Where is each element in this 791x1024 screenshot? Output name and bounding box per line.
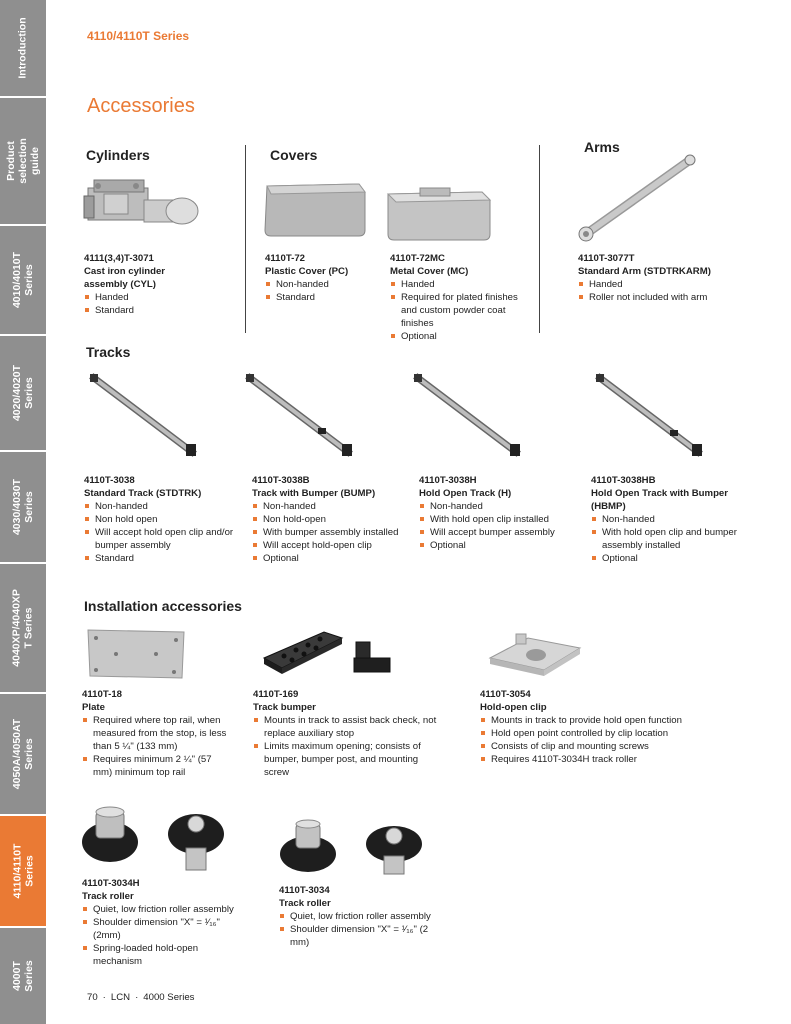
part-number: 4110T-3038H <box>419 475 477 486</box>
section-title-arms: Arms <box>584 139 620 155</box>
part-name: Track with Bumper (BUMP) <box>252 488 376 499</box>
bullet: Non-handed <box>252 500 412 513</box>
bullet: Handed <box>390 278 530 291</box>
part-name: Metal Cover (MC) <box>390 266 469 277</box>
part-number: 4110T-18 <box>82 689 123 700</box>
bullet: Shoulder dimension "X" = ¹⁄₁₆" (2 mm) <box>279 923 449 949</box>
bullet: Will accept hold-open clip <box>252 539 412 552</box>
item-track-hold-open-bumper <box>591 474 741 565</box>
bullet: With hold open clip and bumper assembly installed <box>591 526 741 552</box>
tab-label: Product selection guide <box>5 138 41 184</box>
bullet: Shoulder dimension "X" = ¹⁄₁₆" (2mm) <box>82 916 242 942</box>
bullet: Roller not included with arm <box>578 291 758 304</box>
bullet: Standard <box>265 291 385 304</box>
track-bumper-image <box>260 628 410 680</box>
item-arm <box>578 252 758 304</box>
column-divider <box>539 145 540 333</box>
cylinder-image <box>84 178 200 234</box>
tab-label: 4050A/4050AT Series <box>11 718 35 790</box>
part-name: Plastic Cover (PC) <box>265 266 349 277</box>
tab-4000t[interactable] <box>0 928 46 1024</box>
part-number: 4110T-3038HB <box>591 475 656 486</box>
tab-label: 4030/4030T Series <box>11 478 35 536</box>
bullet: Optional <box>419 539 584 552</box>
part-number: 4110T-3034 <box>279 885 330 896</box>
part-number: 4110T-3034H <box>82 878 140 889</box>
section-title-installation: Installation accessories <box>84 598 242 614</box>
bullet: Limits maximum opening; consists of bumper, bumper post, and mounting screw <box>253 740 443 779</box>
tab-label: 4020/4020T Series <box>11 364 35 422</box>
item-track-hold-open <box>419 474 584 552</box>
bullet: Required where top rail, when measured from the stop, is less than 5 ¼" (133 mm) <box>82 714 232 753</box>
tab-4020[interactable] <box>0 336 46 452</box>
part-name: Hold Open Track with Bumper <box>591 488 728 499</box>
bullet: Required for plated finishes and custom powder coat finishes <box>390 291 530 330</box>
tab-4050a[interactable] <box>0 694 46 816</box>
part-name: Standard Arm (STDTRKARM) <box>578 266 711 277</box>
part-number: 4111(3,4)T-3071 <box>84 253 154 264</box>
part-name: Track roller <box>82 891 134 902</box>
bullet: Will accept bumper assembly <box>419 526 584 539</box>
part-name: Plate <box>82 702 105 713</box>
tab-4110[interactable] <box>0 816 46 928</box>
bullet: Mounts in track to assist back check, not replace auxiliary stop <box>253 714 443 740</box>
bullet: Non hold-open <box>252 513 412 526</box>
bullet: Handed <box>84 291 234 304</box>
metal-cover-image <box>386 186 492 242</box>
section-title-tracks: Tracks <box>86 344 131 360</box>
item-track-standard <box>84 474 244 565</box>
bullet: Spring-loaded hold-open mechanism <box>82 942 242 968</box>
part-name: Hold-open clip <box>480 702 547 713</box>
bullet: Quiet, low friction roller assembly <box>279 910 449 923</box>
bullet: Consists of clip and mounting screws <box>480 740 730 753</box>
item-track-bumper <box>253 688 443 779</box>
tab-label: 4000T Series <box>11 960 35 992</box>
sidebar-nav <box>0 0 46 1024</box>
column-divider <box>245 145 246 333</box>
tab-product-selection-guide[interactable] <box>0 98 46 226</box>
bullet: With hold open clip installed <box>419 513 584 526</box>
tab-4010[interactable] <box>0 226 46 336</box>
track-hold-open-image <box>412 372 524 460</box>
item-cylinder <box>84 252 234 317</box>
section-title-cylinders: Cylinders <box>86 147 150 163</box>
plastic-cover-image <box>263 180 367 238</box>
track-roller-h-image <box>82 804 232 874</box>
bullet: Non-handed <box>419 500 584 513</box>
tab-4030[interactable] <box>0 452 46 564</box>
bullet: Optional <box>591 552 741 565</box>
bullet: With bumper assembly installed <box>252 526 412 539</box>
part-number: 4110T-3077T <box>578 253 635 264</box>
bullet: Optional <box>252 552 412 565</box>
page-number: 70 <box>87 992 98 1003</box>
bullet: Requires 4110T-3034H track roller <box>480 753 730 766</box>
item-track-roller-h <box>82 877 242 968</box>
tab-label: 4110/4110T Series <box>11 843 36 899</box>
part-number: 4110T-169 <box>253 689 299 700</box>
part-name: Cast iron cylinder <box>84 266 166 277</box>
arm-image <box>578 152 700 244</box>
section-title-covers: Covers <box>270 147 318 163</box>
bullet: Handed <box>578 278 758 291</box>
bullet: Mounts in track to provide hold open function <box>480 714 730 727</box>
bullet: Non-handed <box>84 500 244 513</box>
track-roller-image <box>280 818 430 878</box>
item-hold-open-clip <box>480 688 730 766</box>
part-name: assembly (CYL) <box>84 279 156 290</box>
tab-label: 4040XP/4040XP T Series <box>11 589 35 667</box>
part-number: 4110T-72 <box>265 253 306 264</box>
footer-series: 4000 Series <box>143 992 195 1003</box>
tab-introduction[interactable] <box>0 0 46 98</box>
track-bumper-image <box>244 372 356 460</box>
part-name: Hold Open Track (H) <box>419 488 512 499</box>
part-name: Standard Track (STDTRK) <box>84 488 202 499</box>
series-header: 4110/4110T Series <box>87 29 190 43</box>
part-number: 4110T-3038 <box>84 475 135 486</box>
part-number: 4110T-3038B <box>252 475 310 486</box>
part-number: 4110T-3054 <box>480 689 531 700</box>
item-track-bumper <box>252 474 412 565</box>
tab-label: Introduction <box>17 17 29 79</box>
bullet: Quiet, low friction roller assembly <box>82 903 242 916</box>
item-metal-cover <box>390 252 530 343</box>
tab-label: 4010/4010T Series <box>11 251 35 309</box>
item-plastic-cover <box>265 252 385 304</box>
item-track-roller <box>279 884 449 949</box>
bullet: Will accept hold open clip and/or bumper assembly <box>84 526 244 552</box>
footer-brand: LCN <box>110 992 131 1003</box>
part-name: (HBMP) <box>591 501 626 512</box>
bullet: Optional <box>390 330 530 343</box>
tab-4040xp[interactable] <box>0 564 46 694</box>
part-number: 4110T-72MC <box>390 253 445 264</box>
item-plate <box>82 688 232 779</box>
bullet: Hold open point controlled by clip location <box>480 727 730 740</box>
bullet: Non hold open <box>84 513 244 526</box>
bullet: Non-handed <box>591 513 741 526</box>
bullet: Requires minimum 2 ¼" (57 mm) minimum top rail <box>82 753 232 779</box>
plate-image <box>86 626 186 682</box>
hold-open-clip-image <box>488 632 582 676</box>
page-title: Accessories <box>87 95 195 117</box>
bullet: Standard <box>84 552 244 565</box>
bullet: Standard <box>84 304 234 317</box>
part-name: Track bumper <box>253 702 316 713</box>
track-standard-image <box>88 372 200 460</box>
bullet: Non-handed <box>265 278 385 291</box>
page-footer: 70 · LCN · 4000 Series <box>87 992 195 1003</box>
part-name: Track roller <box>279 898 331 909</box>
track-hold-open-bumper-image <box>594 372 706 460</box>
